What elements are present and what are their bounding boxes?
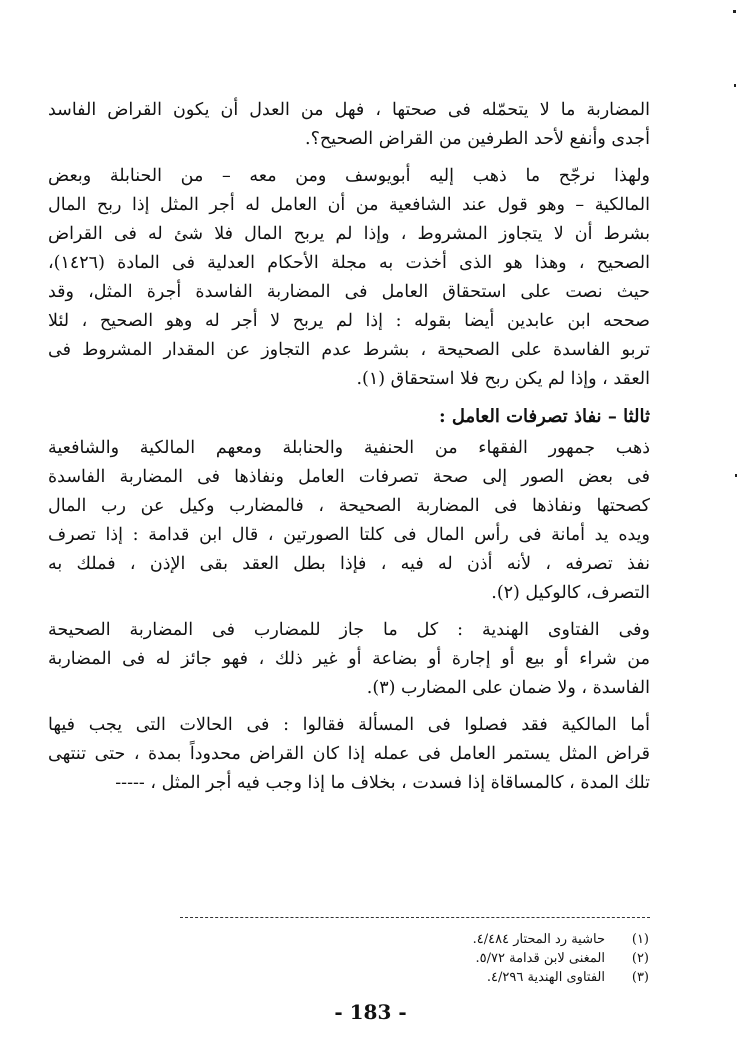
footnote-item [89, 968, 649, 987]
footnote-number: (٢) [631, 951, 649, 966]
footnote-item [89, 949, 649, 968]
scan-edge-mark-middle [734, 84, 736, 87]
text-line: صححه ابن عابدين أيضا بقوله : إذا لم يربح لا أجر له وهو الصحيح ، لئلا [48, 311, 650, 331]
paragraph-2 [48, 162, 650, 394]
text-line: ذهب جمهور الفقهاء من الحنفية والحنابلة ومعهم المالكية والشافعية [48, 438, 650, 458]
text-line: كصحتها ونفاذها فى المضاربة الصحيحة ، فالمضارب وكيل عن رب المال [48, 496, 650, 516]
page-body [48, 96, 650, 806]
footnote-text: حاشية رد المحتار ٤/٤٨٤. [472, 932, 605, 947]
text-line: قراض المثل يستمر العامل فى عمله إذا كان القراض محدوداً بمدة ، حتى تنتهى [48, 744, 650, 764]
text-line: التصرف، كالوكيل (٢). [491, 583, 650, 603]
text-line: ولهذا نرجّح ما ذهب إليه أبويوسف ومن معه – من الحنابلة وبعض [48, 166, 650, 186]
text-line: من شراء أو بيع أو إجارة أو بضاعة أو غير ذلك ، فهو جائز له فى المضاربة [48, 649, 650, 669]
text-line: الصحيح ، وهذا هو الذى أخذت به مجلة الأحكام العدلية فى المادة (١٤٢٦)، [48, 253, 650, 273]
text-line: بشرط أن لا يتجاوز المشروط ، وإذا لم يربح المال فلا شئ له فى القراض [48, 224, 650, 244]
text-line: نفذ تصرفه ، لأنه أذن له فيه ، فإذا بطل العقد بقى الإذن ، فملك به [48, 554, 650, 574]
text-line: فى بعض الصور إلى صحة تصرفات العامل ونفاذها فى المضاربة الفاسدة [48, 467, 650, 487]
footnote-number: (١) [631, 932, 649, 947]
paragraph-5 [48, 711, 650, 798]
text-line: الفاسدة ، ولا ضمان على المضارب (٣). [366, 678, 650, 698]
text-line: وفى الفتاوى الهندية : كل ما جاز للمضارب فى المضاربة الصحيحة [48, 620, 650, 640]
footnotes [89, 930, 649, 987]
footnote-text: الفتاوى الهندية ٤/٢٩٦. [486, 970, 605, 985]
text-line: تلك المدة ، كالمساقاة إذا فسدت ، بخلاف ما إذا وجب فيه أجر المثل ، ----- [115, 773, 650, 793]
text-line: ويده يد أمانة فى رأس المال فى كلتا الصورتين ، قال ابن قدامة : إذا تصرف [48, 525, 650, 545]
text-line: العقد ، وإذا لم يكن ربح فلا استحقاق (١). [356, 369, 650, 389]
text-line: المالكية – وهو قول عند الشافعية من أن العامل له أجر المثل إذا ربح المال [48, 195, 650, 215]
footnote-number: (٣) [631, 970, 649, 985]
text-line: أجدى وأنفع لأحد الطرفين من القراض الصحيح؟. [305, 129, 650, 149]
footnote-text: المغنى لابن قدامة ٥/٧٢. [475, 951, 605, 966]
scan-edge-mark-top [733, 10, 736, 13]
text-line: تربو الفاسدة على الصحيحة ، بشرط عدم التجاوز عن المقدار المشروط فى [48, 340, 650, 360]
footnote-divider [180, 917, 650, 918]
paragraph-1 [48, 96, 650, 154]
text-line: المضاربة ما لا يتحمّله فى صحتها ، فهل من العدل أن يكون القراض الفاسد [48, 100, 650, 120]
section-heading: ثالثا – نفاذ تصرفات العامل : [439, 406, 650, 427]
footnote-item [89, 930, 649, 949]
scan-edge-mark-lower [735, 474, 737, 477]
text-line: أما المالكية فقد فصلوا فى المسألة فقالوا : فى الحالات التى يجب فيها [48, 715, 650, 735]
page-number: - 183 - [334, 1000, 407, 1024]
paragraph-4 [48, 616, 650, 703]
paragraph-3 [48, 434, 650, 608]
text-line: حيث نصت على استحقاق العامل فى المضاربة الفاسدة أجرة المثل، وقد [48, 282, 650, 302]
